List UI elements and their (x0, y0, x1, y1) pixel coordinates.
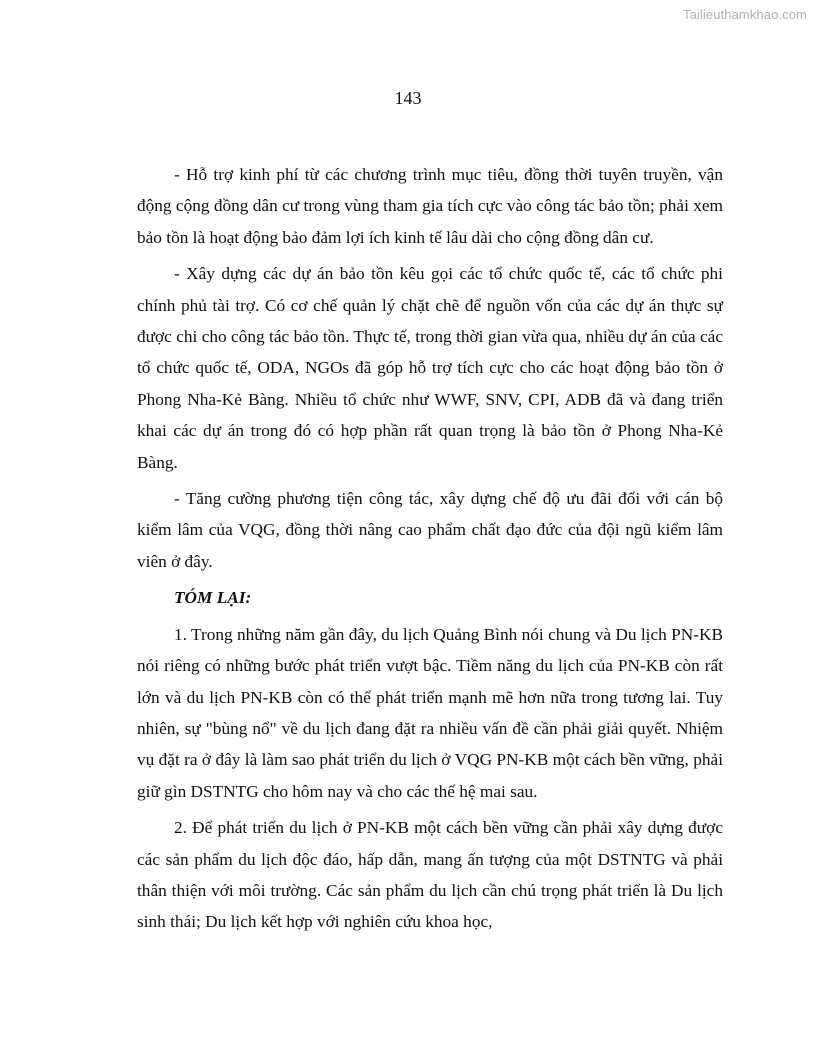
watermark-text: Tailieuthamkhao.com (682, 7, 807, 22)
summary-point-1: 1. Trong những năm gần đây, du lịch Quảng Bình nói chung và Du lịch PN-KB nói riêng có những bước phát triển vượt bậc. Tiềm năng du lịch của PN-KB còn rất lớn và du lịch PN-KB còn có thể phát triển mạnh mẽ hơn nữa trong tương lai. Tuy nhiên, sự "bùng nổ" về du lịch đang đặt ra nhiều vấn đề cần phải giải quyết. Nhiệm vụ đặt ra ở đây là làm sao phát triển du lịch ở VQG PN-KB một cách bền vững, phải giữ gìn DSTNTG cho hôm nay và cho các thế hệ mai sau. (137, 624, 723, 801)
paragraph-ranger-support: - Tăng cường phương tiện công tác, xây dựng chế độ ưu đãi đối với cán bộ kiểm lâm của VQG, đồng thời nâng cao phẩm chất đạo đức của đội ngũ kiểm lâm viên ở đây. (137, 489, 723, 571)
paragraph-conservation-projects: - Xây dựng các dự án bảo tồn kêu gọi các tổ chức quốc tế, các tổ chức phi chính phủ tài trợ. Có cơ chế quản lý chặt chẽ để nguồn vốn của các dự án thực sự được chi cho công tác bảo tồn. Thực tế, trong thời gian vừa qua, nhiều dự án của các tổ chức quốc tế, ODA, NGOs đã góp hỗ trợ tích cực cho các hoạt động bảo tồn ở Phong Nha-Kẻ Bàng. Nhiều tổ chức như WWF, SNV, CPI, ADB đã và đang triển khai các dự án trong đó có hợp phần rất quan trọng là bảo tồn ở Phong Nha-Kẻ Bàng. (137, 264, 723, 472)
summary-heading: TÓM LẠI: (174, 588, 252, 608)
paragraph-funding: - Hỗ trợ kinh phí từ các chương trình mục tiêu, đồng thời tuyên truyền, vận động cộng đồng dân cư trong vùng tham gia tích cực vào công tác bảo tồn; phải xem bảo tồn là hoạt động bảo đảm lợi ích kinh tế lâu dài cho cộng đồng dân cư. (137, 165, 723, 247)
document-body (137, 159, 723, 943)
summary-point-2: 2. Để phát triển du lịch ở PN-KB một cách bền vững cần phải xây dựng được các sản phẩm du lịch độc đáo, hấp dẫn, mang ấn tượng của một DSTNTG và phải thân thiện với môi trường. Các sản phẩm du lịch cần chú trọng phát triển là Du lịch sinh thái; Du lịch kết hợp với nghiên cứu khoa học, (137, 818, 723, 932)
page-number: 143 (394, 88, 422, 108)
